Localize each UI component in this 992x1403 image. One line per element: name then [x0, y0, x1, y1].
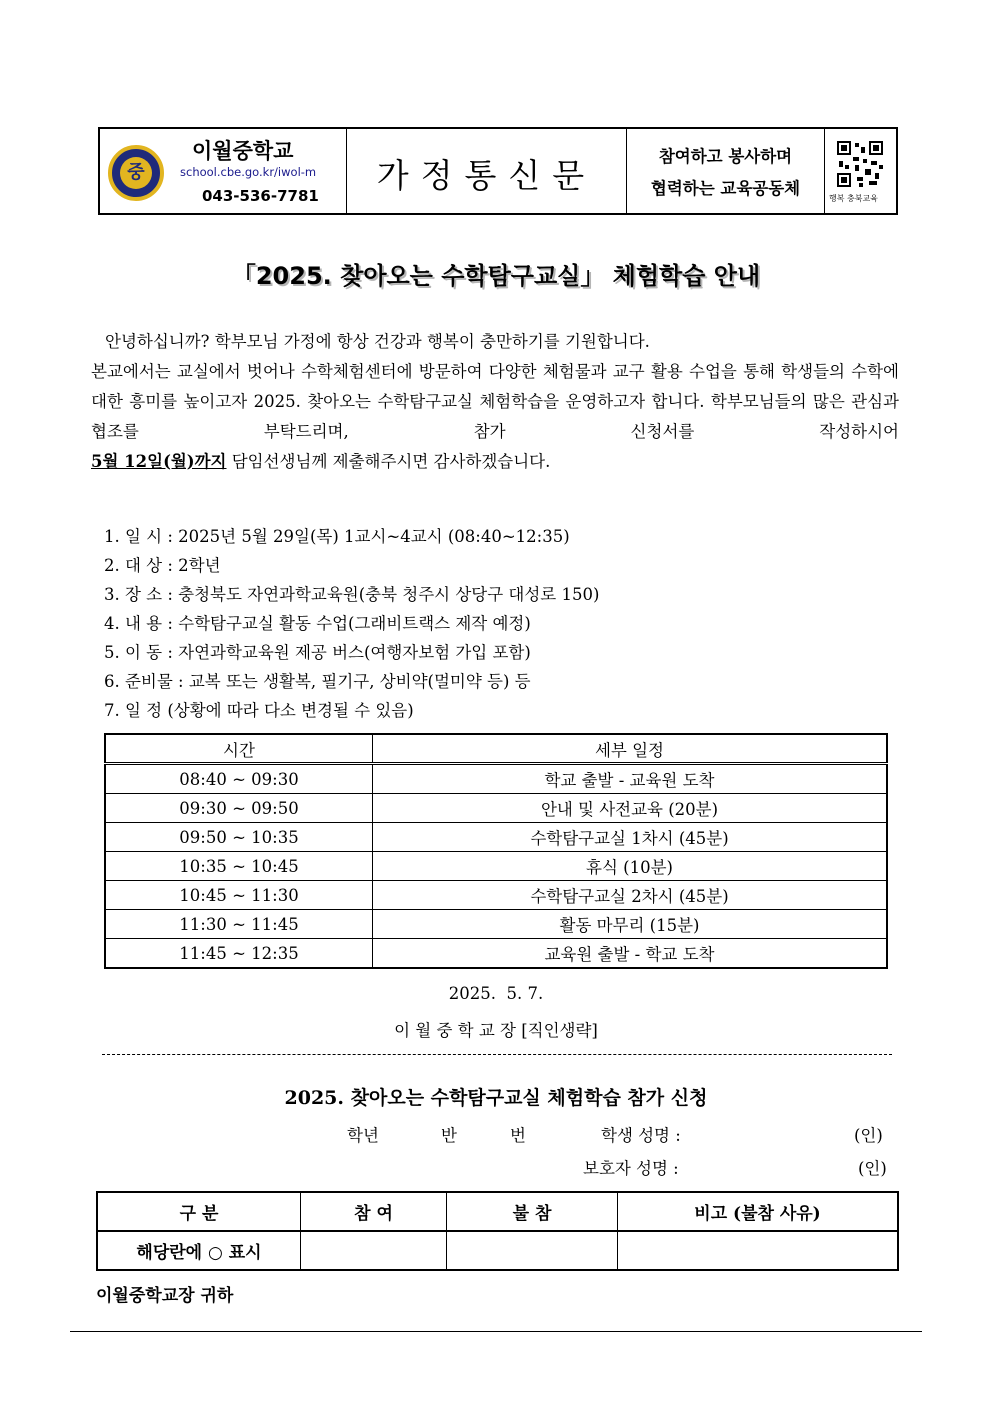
column-header-attend: 참 여 — [301, 1192, 447, 1231]
list-item: 1. 일 시 : 2025년 5월 29일(목) 1교시~4교시 (08:40~12:35) — [104, 527, 570, 546]
time-cell: 11:45 ~ 12:35 — [105, 939, 373, 969]
detail-cell: 학교 출발 - 교육원 도착 — [373, 764, 888, 794]
school-url: school.cbe.go.kr/iwol-m — [180, 165, 317, 179]
schedule-table — [104, 733, 888, 969]
addressee: 이월중학교장 귀하 — [96, 1286, 234, 1306]
intro-body: 본교에서는 교실에서 벗어나 수학체험센터에 방문하여 다양한 체험물과 교구 활용 수업을 통해 학생들의 수학에 대한 흥미를 높이고자 2025. 찾아오는 수학탐구교실 체험학습을 운영하고자 합니다. 학부모님들의 많은 관심과 협조를 부탁드리며, 참가 신청서를 작성하시어 — [91, 362, 899, 441]
footer-divider — [70, 1331, 922, 1332]
class-label: 반 — [441, 1126, 457, 1145]
column-header-detail: 세부 일정 — [373, 734, 888, 764]
table-row — [97, 1231, 898, 1270]
school-info-cell — [100, 129, 347, 213]
qr-caption: 행복 충북교육 — [829, 194, 878, 203]
newsletter-title: 가정통신문 — [376, 156, 597, 195]
table-header-row — [97, 1192, 898, 1231]
document-title: 「2025. 찾아오는 수학탐구교실」 체험학습 안내 — [231, 262, 761, 290]
student-name-label: 학생 성명 : — [601, 1126, 681, 1145]
list-item: 6. 준비물 : 교복 또는 생활복, 필기구, 상비약(멀미약 등) 등 — [104, 672, 531, 691]
school-logo-char: 중 — [120, 157, 152, 189]
intro-closing-line — [91, 447, 899, 477]
qr-code-icon — [835, 139, 885, 189]
time-cell: 09:50 ~ 10:35 — [105, 823, 373, 852]
principal-signature: 이 월 중 학 교 장 [직인생략] — [394, 1021, 598, 1040]
deadline: 5월 12일(월)까지 — [91, 452, 227, 471]
intro-greeting: 안녕하십니까? 학부모님 가정에 항상 건강과 행복이 충만하기를 기원합니다. — [105, 332, 650, 351]
column-header-absent: 불 참 — [447, 1192, 618, 1231]
list-item: 7. 일 정 (상황에 따라 다소 변경될 수 있음) — [104, 701, 414, 720]
qr-cell — [825, 129, 896, 213]
guardian-name-label: 보호자 성명 : — [583, 1159, 679, 1178]
slogan-cell — [627, 129, 825, 213]
application-table — [96, 1191, 899, 1271]
table-header-row — [105, 734, 887, 764]
list-item: 4. 내 용 : 수학탐구교실 활동 수업(그래비트랙스 제작 예정) — [104, 614, 531, 633]
table-row — [105, 881, 887, 910]
remarks-cell[interactable] — [618, 1231, 899, 1270]
intro-paragraph — [91, 327, 899, 477]
detail-cell: 안내 및 사전교육 (20분) — [373, 794, 888, 823]
time-cell: 11:30 ~ 11:45 — [105, 910, 373, 939]
column-header-remarks: 비고 (불참 사유) — [618, 1192, 899, 1231]
column-header-time: 시간 — [105, 734, 373, 764]
application-title: 2025. 찾아오는 수학탐구교실 체험학습 참가 신청 — [284, 1087, 708, 1109]
student-seal: (인) — [854, 1126, 883, 1145]
attend-mark-cell[interactable] — [301, 1231, 447, 1270]
detail-cell: 활동 마무리 (15분) — [373, 910, 888, 939]
table-row — [105, 910, 887, 939]
table-row — [105, 823, 887, 852]
newsletter-title-cell — [347, 129, 627, 213]
number-label: 번 — [510, 1126, 526, 1145]
detail-cell: 수학탐구교실 1차시 (45분) — [373, 823, 888, 852]
absent-mark-cell[interactable] — [447, 1231, 618, 1270]
table-row — [105, 794, 887, 823]
school-name: 이월중학교 — [192, 139, 294, 163]
list-item: 3. 장 소 : 충청북도 자연과학교육원(충북 청주시 상당구 대성로 150) — [104, 585, 600, 604]
detail-cell: 휴식 (10분) — [373, 852, 888, 881]
time-cell: 09:30 ~ 09:50 — [105, 794, 373, 823]
school-logo-icon — [108, 145, 164, 201]
slogan-line-1: 참여하고 봉사하며 — [658, 147, 793, 166]
time-cell: 10:45 ~ 11:30 — [105, 881, 373, 910]
list-item: 2. 대 상 : 2학년 — [104, 556, 221, 575]
detail-cell: 수학탐구교실 2차시 (45분) — [373, 881, 888, 910]
table-row — [105, 852, 887, 881]
mark-instruction: 해당란에 ○ 표시 — [97, 1231, 301, 1270]
list-item: 5. 이 동 : 자연과학교육원 제공 버스(여행자보험 가입 포함) — [104, 643, 531, 662]
table-row — [105, 764, 887, 794]
issue-date: 2025. 5. 7. — [448, 984, 544, 1003]
column-header-category: 구 분 — [97, 1192, 301, 1231]
grade-label: 학년 — [347, 1126, 379, 1145]
newsletter-header — [98, 127, 898, 215]
slogan-line-2: 협력하는 교육공동체 — [650, 179, 801, 198]
detail-cell: 교육원 출발 - 학교 도착 — [373, 939, 888, 969]
time-cell: 10:35 ~ 10:45 — [105, 852, 373, 881]
intro-closing: 담임선생님께 제출해주시면 감사하겠습니다. — [226, 452, 551, 471]
table-row — [105, 939, 887, 969]
school-phone: 043-536-7781 — [202, 187, 319, 205]
guardian-seal: (인) — [858, 1159, 887, 1178]
cut-line — [102, 1054, 892, 1055]
time-cell: 08:40 ~ 09:30 — [105, 764, 373, 794]
